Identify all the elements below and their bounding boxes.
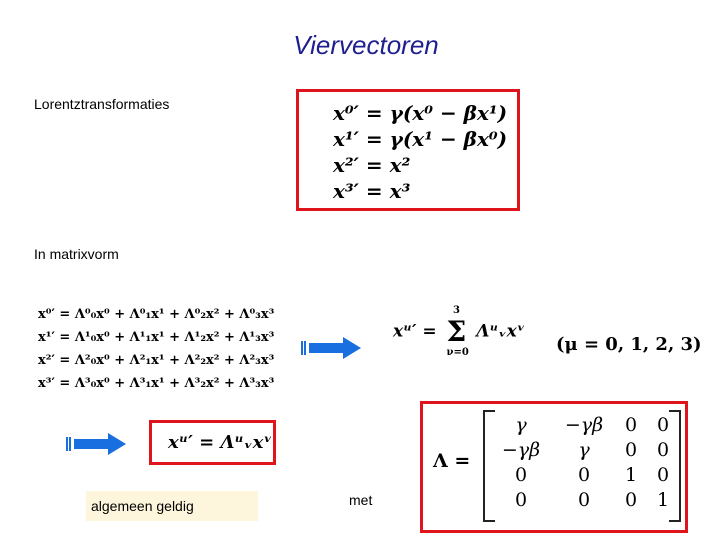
component-equation: x⁰′ = Λ⁰₀x⁰ + Λ⁰₁x¹ + Λ⁰₂x² + Λ⁰₃x³ xyxy=(38,307,275,322)
matrix-cell: 0 xyxy=(577,464,591,486)
sum-lhs: xᵘ′ = xyxy=(393,321,437,342)
matrix-cell: 1 xyxy=(656,489,670,511)
matrix-cell: 0 xyxy=(656,464,670,486)
sum-formula xyxy=(393,305,526,358)
with-label: met xyxy=(349,492,373,508)
matrix-cell: γ xyxy=(578,439,590,461)
component-equations xyxy=(38,303,274,395)
index-range: (μ = 0, 1, 2, 3) xyxy=(556,334,702,355)
general-note: algemeen geldig xyxy=(86,491,258,521)
right-arrow-icon xyxy=(301,337,361,359)
right-arrow-icon xyxy=(66,433,126,455)
lorentz-equation: x⁰′ = γ(x⁰ − βx¹) xyxy=(333,101,508,125)
lorentz-matrix-box xyxy=(420,401,688,533)
matrix-cell: 0 xyxy=(656,414,670,436)
lorentz-equation: x³′ = x³ xyxy=(333,179,411,203)
component-equation: x¹′ = Λ¹₀x⁰ + Λ¹₁x¹ + Λ¹₂x² + Λ¹₃x³ xyxy=(38,330,275,345)
lorentz-equation: x¹′ = γ(x¹ − βx⁰) xyxy=(333,127,508,151)
compact-equation: xᵘ′ = Λᵘᵥxᵛ xyxy=(168,432,273,453)
sum-rhs: Λᵘᵥxᵛ xyxy=(476,321,526,342)
matrix-form-label: In matrixvorm xyxy=(34,246,119,262)
lorentz-label: Lorentztransformaties xyxy=(34,96,170,112)
matrix-cell: γ xyxy=(515,414,527,436)
sum-sigma-icon: Σ 3 ν=0 xyxy=(446,305,469,358)
matrix-cell: 0 xyxy=(624,489,638,511)
matrix-cell: −γβ xyxy=(501,439,541,461)
lorentz-equations-box xyxy=(296,89,520,211)
matrix-cell: 0 xyxy=(577,489,591,511)
matrix-cell: 0 xyxy=(624,414,638,436)
lambda-symbol: Λ = xyxy=(433,450,471,472)
component-equation: x²′ = Λ²₀x⁰ + Λ²₁x¹ + Λ²₂x² + Λ²₃x³ xyxy=(38,353,275,368)
matrix-cell: 0 xyxy=(624,439,638,461)
matrix-cell: −γβ xyxy=(564,414,604,436)
matrix-cell: 0 xyxy=(514,489,528,511)
matrix-cell: 0 xyxy=(514,464,528,486)
matrix-cell: 0 xyxy=(656,439,670,461)
lorentz-equation: x²′ = x² xyxy=(333,153,411,177)
sum-upper-limit: 3 xyxy=(452,305,460,316)
lorentz-matrix xyxy=(483,410,681,522)
sum-lower-limit: ν=0 xyxy=(446,347,469,358)
slide-title: Viervectoren xyxy=(293,30,439,60)
component-equation: x³′ = Λ³₀x⁰ + Λ³₁x¹ + Λ³₂x² + Λ³₃x³ xyxy=(38,376,275,391)
matrix-cell: 1 xyxy=(624,464,638,486)
compact-equation-box xyxy=(149,420,276,465)
